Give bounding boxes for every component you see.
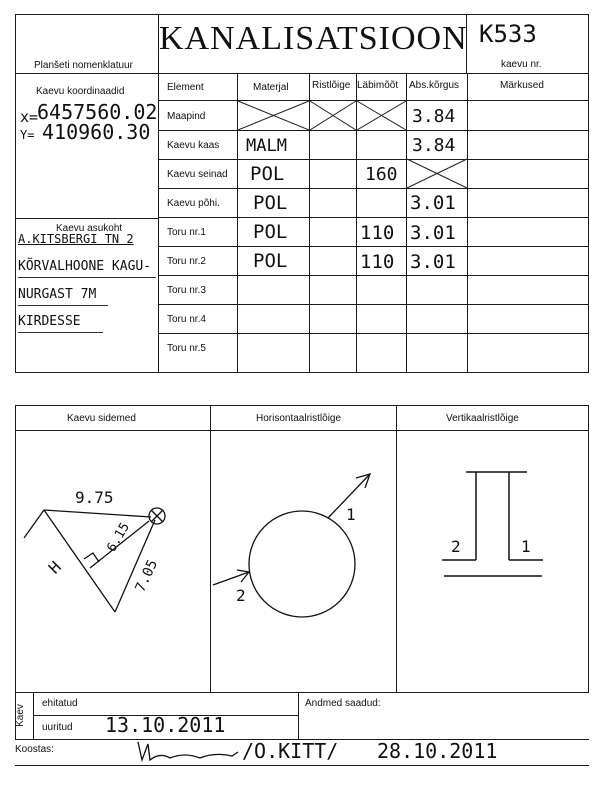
row-element: Toru nr.4 — [167, 314, 206, 325]
col-diameter: Läbimõõt — [357, 80, 399, 91]
y-label: Y= — [20, 128, 35, 142]
col-element: Element — [167, 82, 204, 93]
row-element: Toru nr.5 — [167, 343, 206, 354]
location-line-4: KIRDESSE — [18, 314, 81, 329]
location-label: Kaevu asukoht — [56, 223, 123, 234]
col-material: Materjal — [253, 82, 289, 93]
kaev-label: Kaev — [14, 704, 26, 727]
row-element: Toru nr.3 — [167, 285, 206, 296]
cell-diameter: 160 — [365, 164, 398, 185]
vertical-pipe-1: 1 — [521, 537, 531, 556]
row-element: Toru nr.2 — [167, 256, 206, 267]
col-notes: Märkused — [500, 80, 544, 91]
cell-height: 3.01 — [410, 222, 456, 244]
ties-dim-975: 9.75 — [75, 488, 114, 507]
coords-label: Kaevu koordinaadid — [36, 86, 125, 97]
row-element: Maapind — [167, 111, 206, 122]
horizontal-pipe-2: 2 — [236, 586, 246, 605]
vertical-pipe-2: 2 — [451, 537, 461, 556]
location-line-3: NURGAST 7M — [18, 287, 97, 302]
col-height: Abs.kõrgus — [409, 80, 460, 91]
cell-height: 3.01 — [410, 251, 456, 273]
cell-diameter: 110 — [360, 251, 395, 273]
cell-diameter: 110 — [360, 222, 395, 244]
well-number-label: kaevu nr. — [501, 59, 542, 70]
page-title: KANALISATSIOON — [159, 20, 468, 57]
row-element: Kaevu põhi. — [167, 198, 220, 209]
cell-material: POL — [253, 250, 288, 272]
x-coordinate: 6457560.02 — [37, 100, 158, 124]
compiled-label: Koostas: — [15, 744, 54, 755]
compiled-name: /O.KITT/ — [242, 739, 339, 763]
row-element: Kaevu kaas — [167, 140, 220, 151]
sheet-nomenclature-label: Planšeti nomenklatuur — [34, 60, 133, 71]
horizontal-pipe-1: 1 — [346, 505, 356, 524]
built-label: ehitatud — [42, 698, 78, 709]
cell-height: 3.84 — [412, 106, 456, 127]
surveyed-date: 13.10.2011 — [105, 713, 226, 737]
cell-height: 3.84 — [412, 135, 456, 156]
cell-material: POL — [253, 192, 288, 214]
horizontal-section-label: Horisontaalristlõige — [256, 413, 342, 424]
location-line-2: KÕRVALHOONE KAGU- — [18, 259, 152, 274]
x-label: x= — [20, 108, 39, 126]
ties-dim-615: 6.15 — [104, 520, 133, 555]
y-coordinate: 410960.30 — [42, 120, 151, 144]
cell-material: MALM — [246, 136, 287, 156]
ties-dim-705: 7.05 — [132, 557, 162, 595]
row-element: Kaevu seinad — [167, 169, 228, 180]
compiled-date: 28.10.2011 — [377, 739, 498, 763]
vertical-section-label: Vertikaalristlõige — [446, 413, 519, 424]
ties-dim-h: H — [44, 557, 65, 578]
cell-height: 3.01 — [410, 192, 456, 214]
surveyed-label: uuritud — [42, 722, 73, 733]
ties-label: Kaevu sidemed — [67, 413, 136, 424]
data-received-label: Andmed saadud: — [305, 698, 381, 709]
col-cross: Ristlõige — [312, 80, 351, 91]
location-line-1: A.KITSBERGI TN 2 — [18, 232, 134, 246]
well-number: K533 — [479, 20, 537, 48]
cell-material: POL — [250, 163, 285, 185]
cell-material: POL — [253, 221, 288, 243]
row-element: Toru nr.1 — [167, 227, 206, 238]
